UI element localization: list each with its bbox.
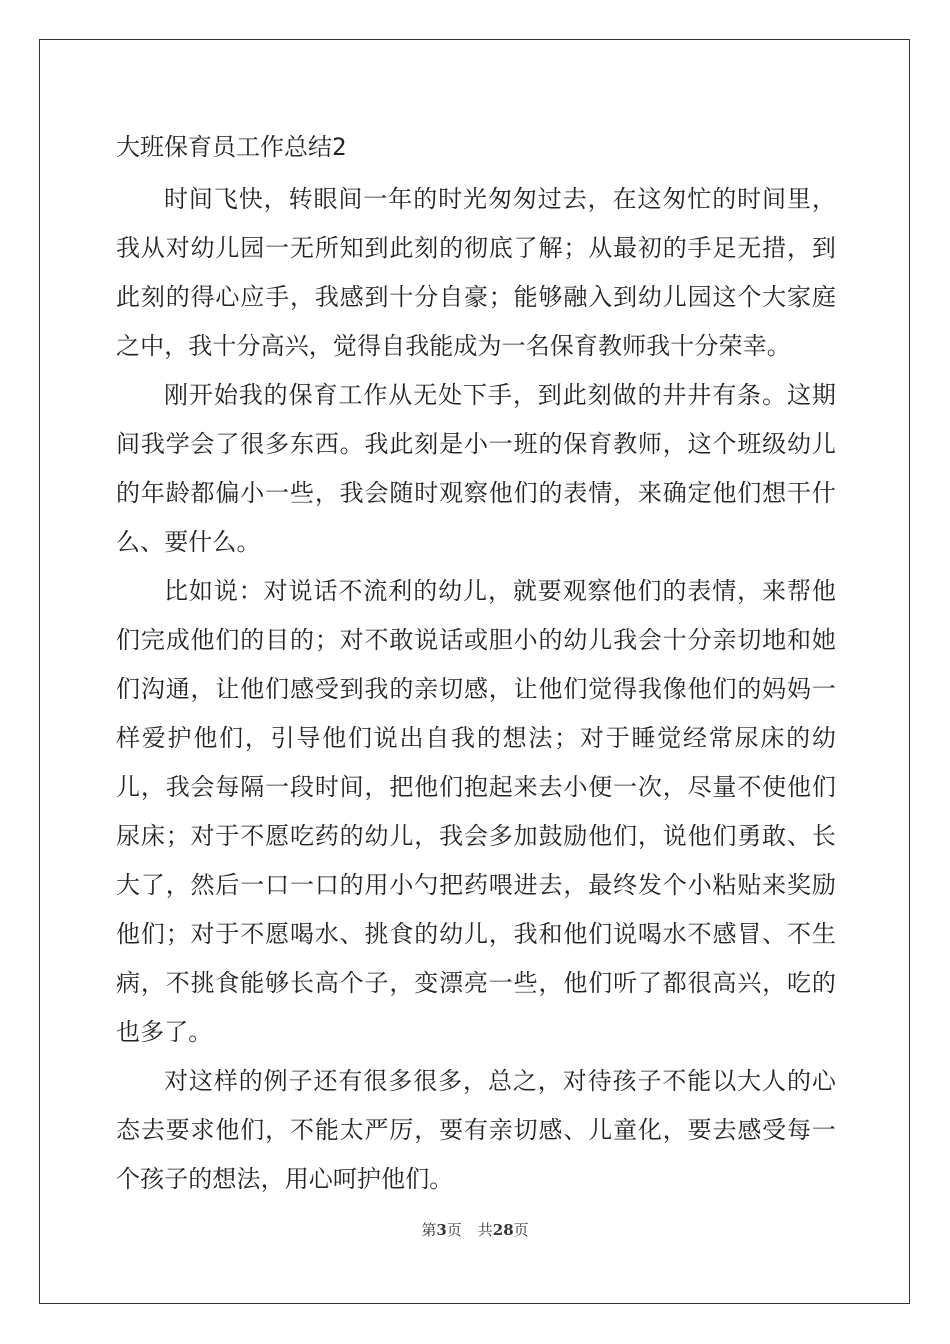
paragraph-2: 刚开始我的保育工作从无处下手，到此刻做的井井有条。这期间我学会了很多东西。我此刻是小一班的保育教师，这个班级幼儿的年龄都偏小一些，我会随时观察他们的表情，来确定他们想干什么、要什么。 (116, 381, 836, 556)
total-label-prefix: 共 (477, 1221, 493, 1239)
paragraph-3: 比如说：对说话不流利的幼儿，就要观察他们的表情，来帮他们完成他们的目的；对不敢说话或胆小的幼儿我会十分亲切地和她们沟通，让他们感受到我的亲切感，让他们觉得我像他们的妈妈一样爱护他们，引导他们说出自我的想法；对于睡觉经常尿床的幼儿，我会每隔一段时间，把他们抱起来去小便一次，尽量不使他们尿床；对于不愿吃药的幼儿，我会多加鼓励他们，说他们勇敢、长大了，然后一口一口的用小勺把药喂进去，最终发个小粘贴来奖励他们；对于不愿喝水、挑食的幼儿，我和他们说喝水不感冒、不生病，不挑食能够长高个子，变漂亮一些，他们听了都很高兴，吃的也多了。 (116, 577, 836, 1046)
document-body (116, 128, 836, 1204)
paragraph-4: 对这样的例子还有很多很多，总之，对待孩子不能以大人的心态去要求他们，不能太严厉，要有亲切感、儿童化，要去感受每一个孩子的想法，用心呵护他们。 (116, 1067, 836, 1193)
page-footer (0, 1219, 950, 1240)
page-label-suffix: 页 (446, 1221, 462, 1239)
current-page-number: 3 (436, 1221, 447, 1239)
paragraph-1: 时间飞快，转眼间一年的时光匆匆过去，在这匆忙的时间里，我从对幼儿园一无所知到此刻的彻底了解；从最初的手足无措，到此刻的得心应手，我感到十分自豪；能够融入到幼儿园这个大家庭之中，我十分高兴，觉得自我能成为一名保育教师我十分荣幸。 (116, 185, 836, 360)
total-label-suffix: 页 (513, 1221, 529, 1239)
document-title: 大班保育员工作总结2 (116, 133, 347, 161)
page-label-prefix: 第 (421, 1221, 437, 1239)
total-page-number: 28 (492, 1221, 514, 1239)
